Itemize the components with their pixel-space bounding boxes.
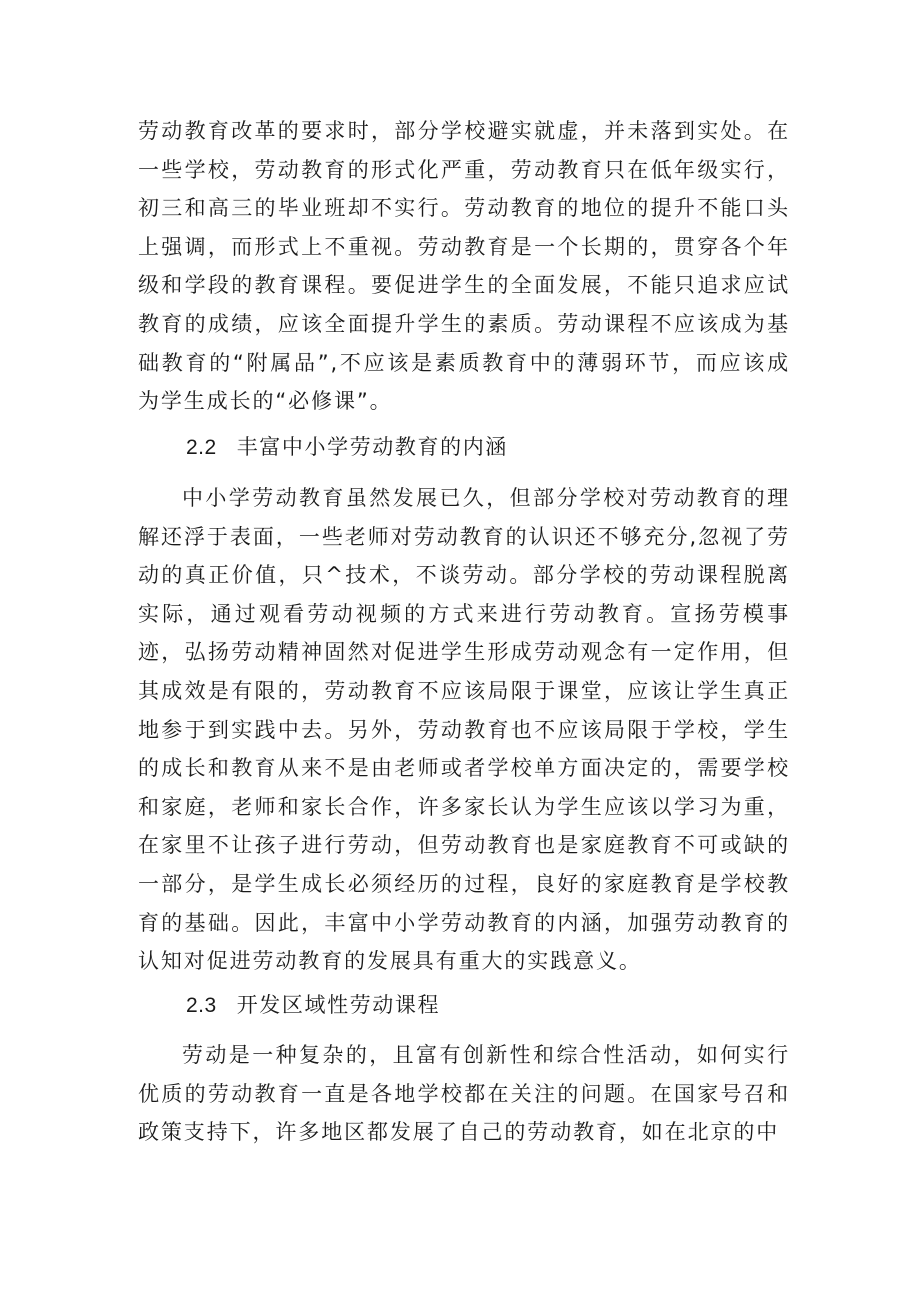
section-title: 开发区域性劳动课程 <box>236 993 441 1017</box>
section-title: 丰富中小学劳动教育的内涵 <box>236 435 508 459</box>
paragraph-labor-education-connotation: 中小学劳动教育虽然发展已久，但部分学校对劳动教育的理解还浮于表面，一些老师对劳动教育的认识还不够充分,忽视了劳动的真正价值，只^技术，不谈劳动。部分学校的劳动课程脱离实际，通过观看劳动视频的方式来进行劳动教育。宣扬劳模事迹，弘扬劳动精神固然对促进学生形成劳动观念有一定作用，但其成效是有限的，劳动教育不应该局限于课堂，应该让学生真正地参于到实践中去。另外，劳动教育也不应该局限于学校，学生的成长和教育从来不是由老师或者学校单方面决定的，需要学校和家庭，老师和家长合作，许多家长认为学生应该以学习为重，在家里不让孩子进行劳动，但劳动教育也是家庭教育不可或缺的一部分，是学生成长必须经历的过程，良好的家庭教育是学校教育的基础。因此，丰富中小学劳动教育的内涵，加强劳动教育的认知对促进劳动教育的发展具有重大的实践意义。 <box>138 486 790 974</box>
section-number: 2.3 <box>186 994 217 1017</box>
paragraph-regional-curriculum: 劳动是一种复杂的，且富有创新性和综合性活动，如何实行优质的劳动教育一直是各地学校都在关注的问题。在国家号召和政策支持下，许多地区都发展了自己的劳动教育，如在北京的中 <box>138 1043 790 1145</box>
section-heading-2-3 <box>186 986 440 1025</box>
paragraph-continued: 劳动教育改革的要求时，部分学校避实就虚，并未落到实处。在一些学校，劳动教育的形式化严重，劳动教育只在低年级实行，初三和高三的毕业班却不实行。劳动教育的地位的提升不能口头上强调，而形式上不重视。劳动教育是一个长期的，贯穿各个年级和学段的教育课程。要促进学生的全面发展，不能只追求应试教育的成绩，应该全面提升学生的素质。劳动课程不应该成为基础教育的“附属品”,不应该是素质教育中的薄弱环节，而应该成为学生成长的“必修课”。 <box>138 119 790 414</box>
section-number: 2.2 <box>186 436 217 459</box>
section-heading-2-2 <box>186 428 508 467</box>
